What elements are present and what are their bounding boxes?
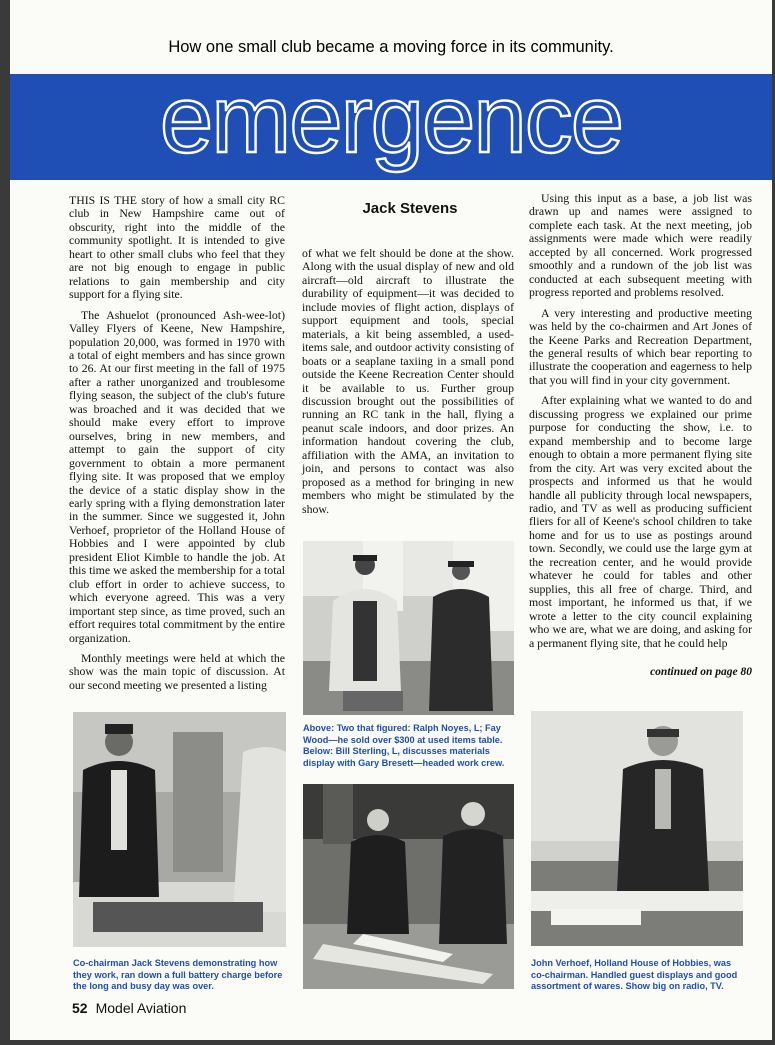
column-3	[529, 192, 752, 657]
paragraph: Monthly meetings were held at which the show was the main topic of discussion. At our second meeting we presented a listing	[69, 650, 285, 692]
magazine-page	[10, 0, 772, 1040]
column-2	[302, 247, 514, 523]
page-footer	[72, 1000, 194, 1016]
photo-work-crew	[303, 784, 514, 989]
title-band	[10, 74, 772, 180]
continued-note: continued on page 80	[650, 666, 752, 678]
paragraph: A very interesting and productive meeting was held by the co-chairmen and Art Jones of the Keene Parks and Recreation Department, the general results of which bear reporting to illustrate the cooperation and eagerness to help that you will find in your city government.	[529, 305, 752, 387]
kicker-headline: How one small club became a moving force in its community.	[168, 38, 614, 56]
caption-left: Co-chairman Jack Stevens demonstrating how they work, ran down a full battery charge before the long and busy day was over.	[73, 958, 283, 991]
publication-name: Model Aviation	[95, 1000, 187, 1016]
paragraph: THIS IS THE story of how a small city RC club in New Hampshire came out of obscurity, right into the middle of the community spotlight. It is intended to give heart to other small clubs who feel that they are not big enough to engage in public relations to gain membership and city support for a flying site.	[69, 193, 285, 302]
photo-john-verhoef	[531, 711, 743, 946]
paragraph: After explaining what we wanted to do and discussing progress we explained our prime purpose for conducting the show, i.e. to expand membership and to become large enough to obtain a more permanent flying site from the city. Art was very excited about the prospects and informed us that he would handle all publicity through local newspapers, radio, and TV as well as producing sufficient fliers for all of Keene's school children to take home and for us to use as postings around town. Secondly, we could use the large gym at the recreation center, and he would provide whatever he could for tables and other supplies, this all free of charge. Third, and most important, he informed us that, if we wrote a letter to the city council explaining who we are, what we are doing, and asking for a permanent flying site, that he could help	[529, 393, 752, 650]
caption-center: Above: Two that figured: Ralph Noyes, L; Fay Wood—he sold over $300 at used items table. Below: Bill Sterling, L, discusses materials display with Gary Bresett—headed work crew.	[303, 723, 505, 768]
column-1	[69, 194, 285, 699]
caption-right: John Verhoef, Holland House of Hobbies, was co-chairman. Handled guest displays and good assortment of wares. Show big on radio, TV.	[531, 958, 738, 991]
paragraph: of what we felt should be done at the show. Along with the usual display of new and old aircraft—old aircraft to illustrate the durability of equipment—it was decided to include movies of flight action, displays of support equipment and tools, special materials, a kit being assembled, a used-items sale, and outdoor activity consisting of boats or a seaplane taxiing in a small pond outside the Keene Recreation Center should it be available to us. Further group discussion brought out the possibilities of running an RC tank in the hall, flying a peanut scale indoors, and door prizes. An information handout covering the club, affiliation with the AMA, an invitation to join, and persons to contact was also proposed as a method for bringing in new members who might be stimulated by the show.	[302, 246, 514, 516]
author-byline: Jack Stevens	[362, 200, 458, 217]
paragraph: Using this input as a base, a job list was drawn up and names were assigned to complete each task. At the next meeting, job assignments were made which were readily accepted by all concerned. Work progressed smoothly and a rundown of the job list was conducted at each subsequent meeting with progress reported and problems resolved.	[529, 191, 752, 300]
photo-two-men	[303, 541, 514, 715]
article-title: emergence	[159, 74, 623, 173]
page-number: 52	[72, 1000, 88, 1016]
paragraph: The Ashuelot (pronounced Ash-wee-lot) Valley Flyers of Keene, New Hampshire, population 20,000, was formed in 1970 with a total of eight members and has since grown to 26. At our first meeting in the fall of 1975 after a rather unorganized and troublesome flying season, the subject of the club's future was broached and it was decided that we should make every effort to improve ourselves, bring in new members, and attempt to gain the support of city government to obtain a more permanent flying site. It was proposed that we employ the device of a static display show in the early spring with a flying demonstration later in the summer. Since we suggested it, John Verhoef, proprietor of the Holland House of Hobbies and I were appointed by club president Eliot Kimble to handle the job. At this time we asked the membership for a total club effort in order to achieve success, to which everyone agreed. This was a very important step since, as time proved, such an effort requires total commitment by the entire organization.	[69, 307, 285, 645]
photo-jack-stevens	[73, 712, 286, 947]
